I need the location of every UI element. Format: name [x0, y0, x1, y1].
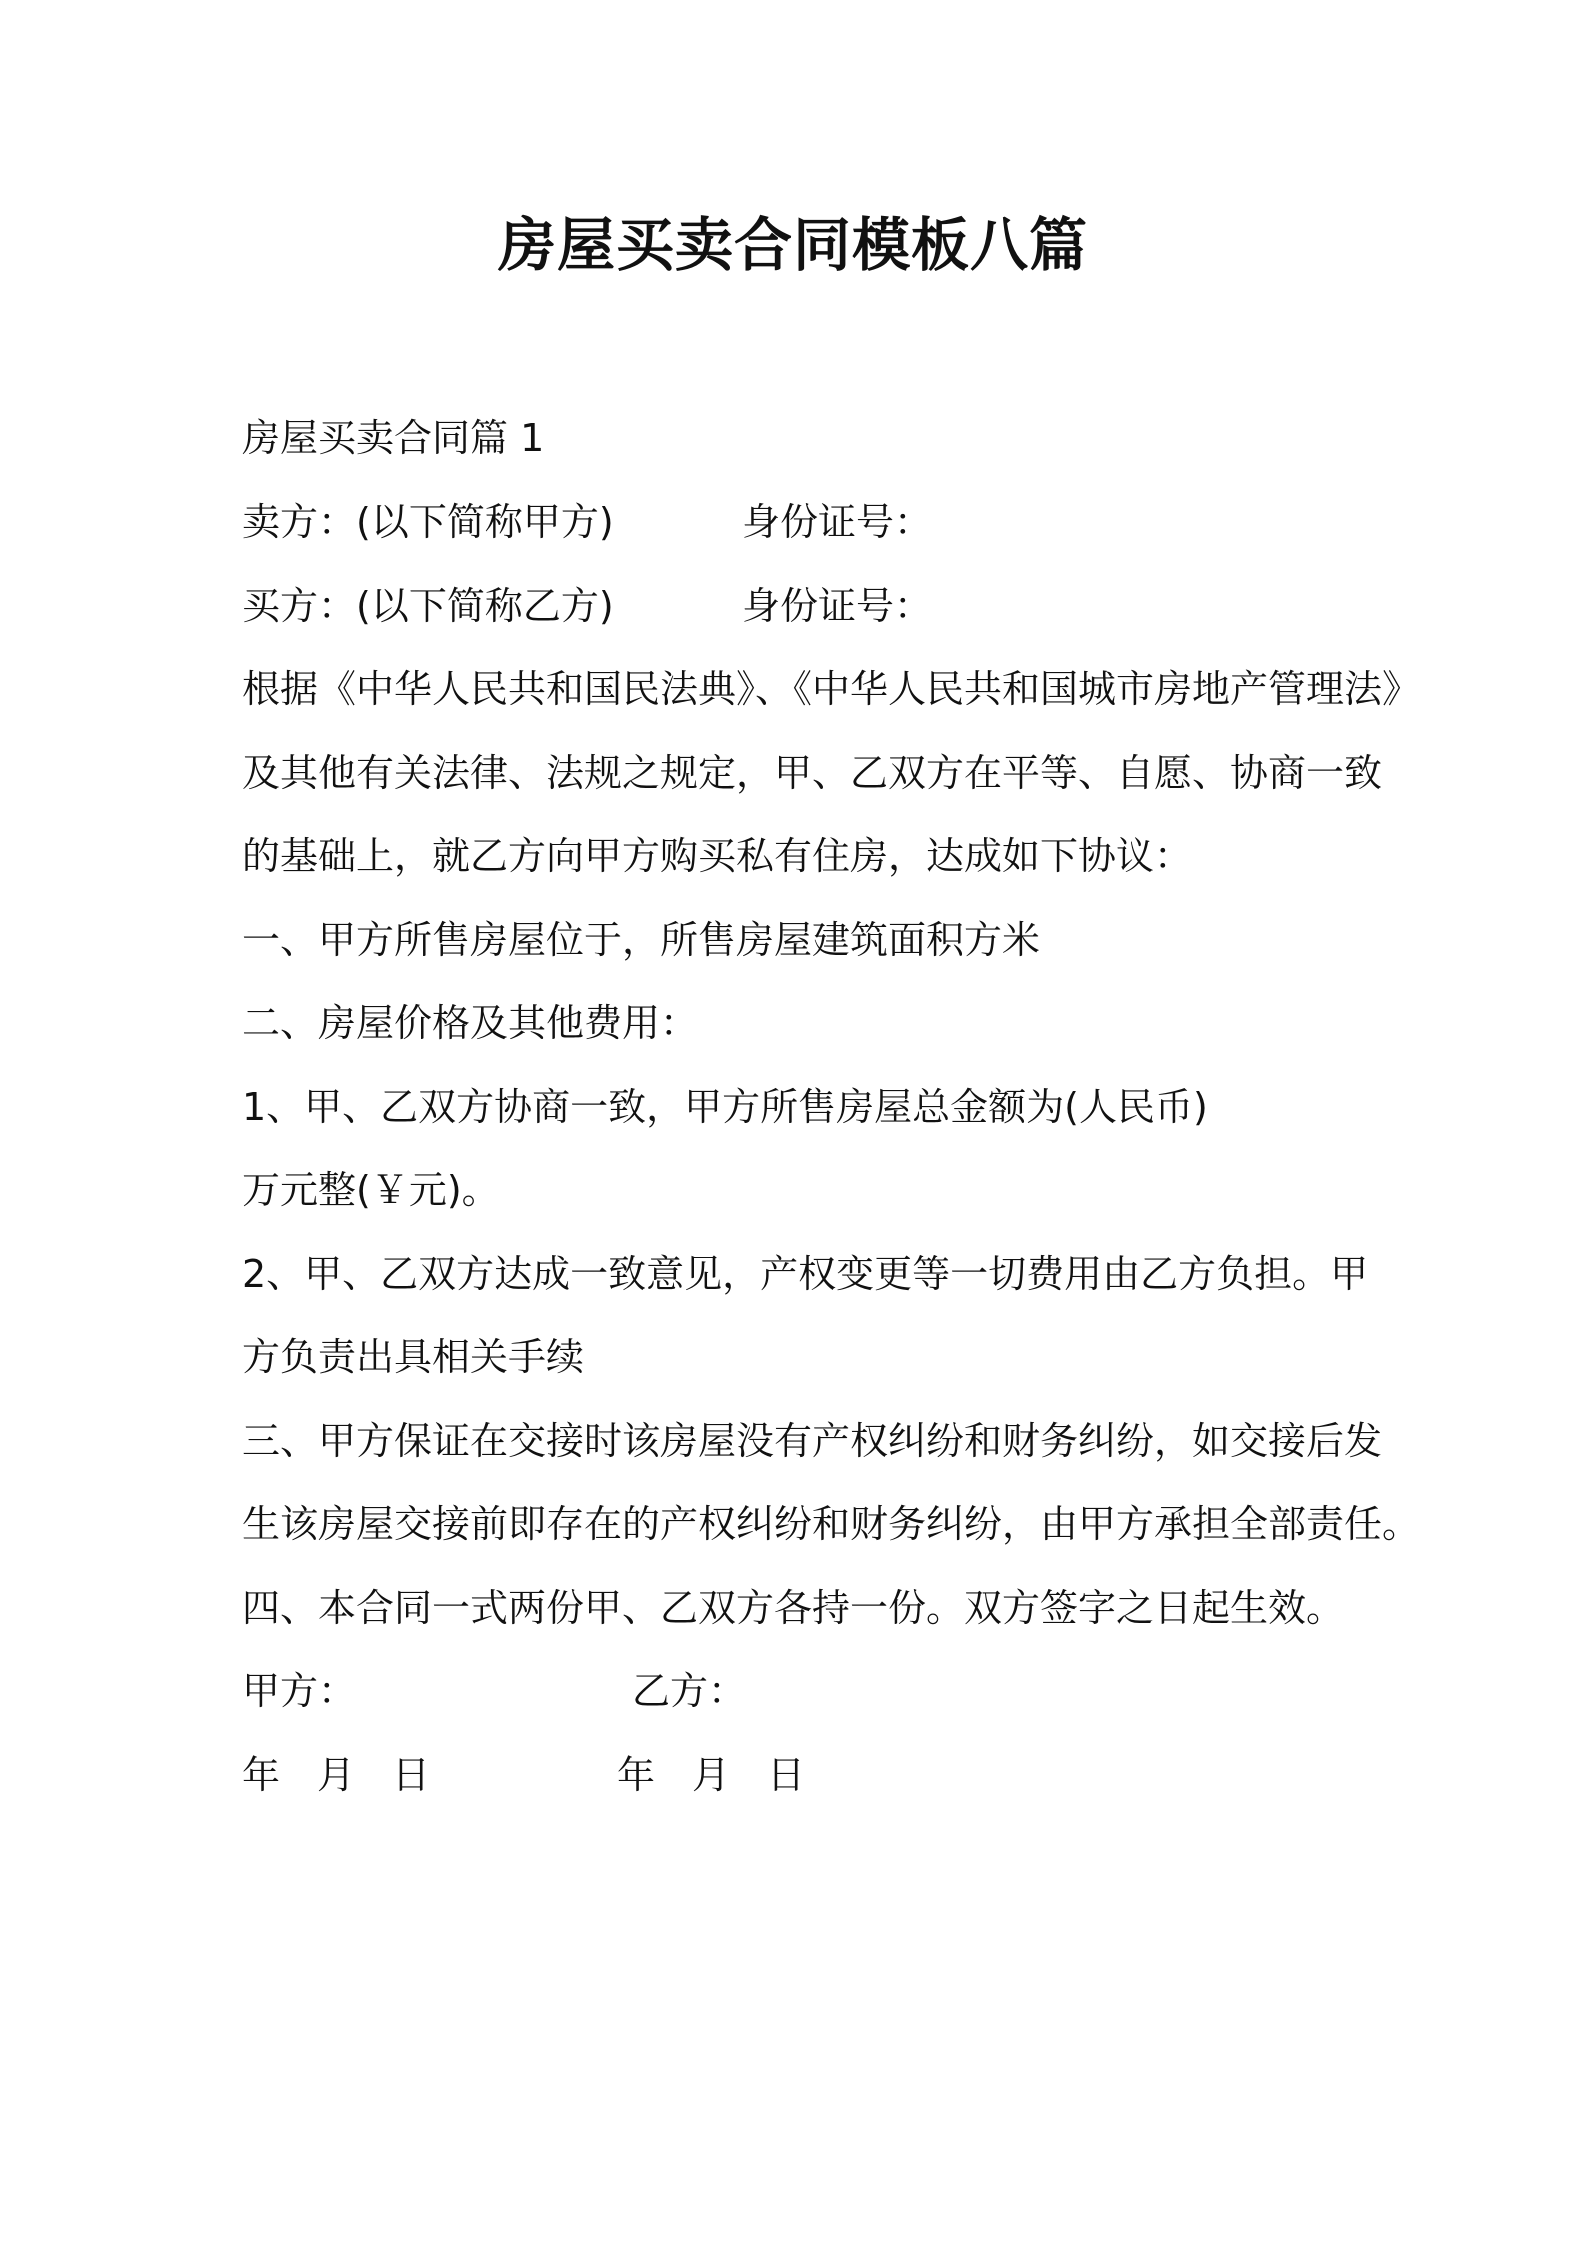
buyer-label: 买方：(以下简称乙方)	[242, 584, 614, 628]
paragraph-line: 的基础上，就乙方向甲方购买私有住房，达成如下协议：	[242, 834, 1193, 878]
seller-id-label: 身份证号：	[742, 500, 933, 544]
clause-three: 三、甲方保证在交接时该房屋没有产权纠纷和财务纠纷，如交接后发	[242, 1419, 1383, 1463]
paragraph-line: 根据《中华人民共和国民法典》、《中华人民共和国城市房地产管理法》	[242, 667, 1421, 711]
date-line	[242, 1749, 806, 1801]
party-b-signature-label: 乙方：	[632, 1669, 747, 1713]
clause-one: 一、甲方所售房屋位于，所售房屋建筑面积方米	[242, 918, 1041, 962]
clause-two-item-2: 2、甲、乙双方达成一致意见，产权变更等一切费用由乙方负担。甲	[242, 1252, 1369, 1296]
date-year-label: 年	[242, 1753, 281, 1797]
section-heading: 房屋买卖合同篇 1	[242, 416, 545, 460]
date-year-label: 年	[617, 1753, 656, 1797]
date-day-label: 日	[767, 1753, 806, 1797]
paragraph-line: 及其他有关法律、法规之规定，甲、乙双方在平等、自愿、协商一致	[242, 751, 1383, 795]
clause-two-item-1: 1、甲、乙双方协商一致，甲方所售房屋总金额为(人民币)	[242, 1085, 1208, 1129]
signature-line	[242, 1665, 747, 1717]
document-title: 房屋买卖合同模板八篇	[497, 211, 1088, 279]
date-month-label: 月	[692, 1753, 731, 1797]
seller-line	[242, 496, 933, 548]
buyer-line	[242, 580, 933, 632]
party-a-date	[242, 1753, 430, 1797]
party-a-signature-label: 甲方：	[242, 1669, 357, 1713]
buyer-id-label: 身份证号：	[742, 584, 933, 628]
seller-label: 卖方：(以下简称甲方)	[242, 500, 614, 544]
date-month-label: 月	[317, 1753, 356, 1797]
party-b-date	[617, 1749, 805, 1801]
date-day-label: 日	[392, 1753, 431, 1797]
clause-two: 二、房屋价格及其他费用：	[242, 1001, 699, 1045]
clause-two-item-1-cont: 万元整(￥元)。	[242, 1168, 500, 1212]
clause-two-item-2-cont: 方负责出具相关手续	[242, 1335, 585, 1379]
clause-four: 四、本合同一式两份甲、乙双方各持一份。双方签字之日起生效。	[242, 1586, 1345, 1630]
clause-three-cont: 生该房屋交接前即存在的产权纠纷和财务纠纷，由甲方承担全部责任。	[242, 1502, 1421, 1546]
